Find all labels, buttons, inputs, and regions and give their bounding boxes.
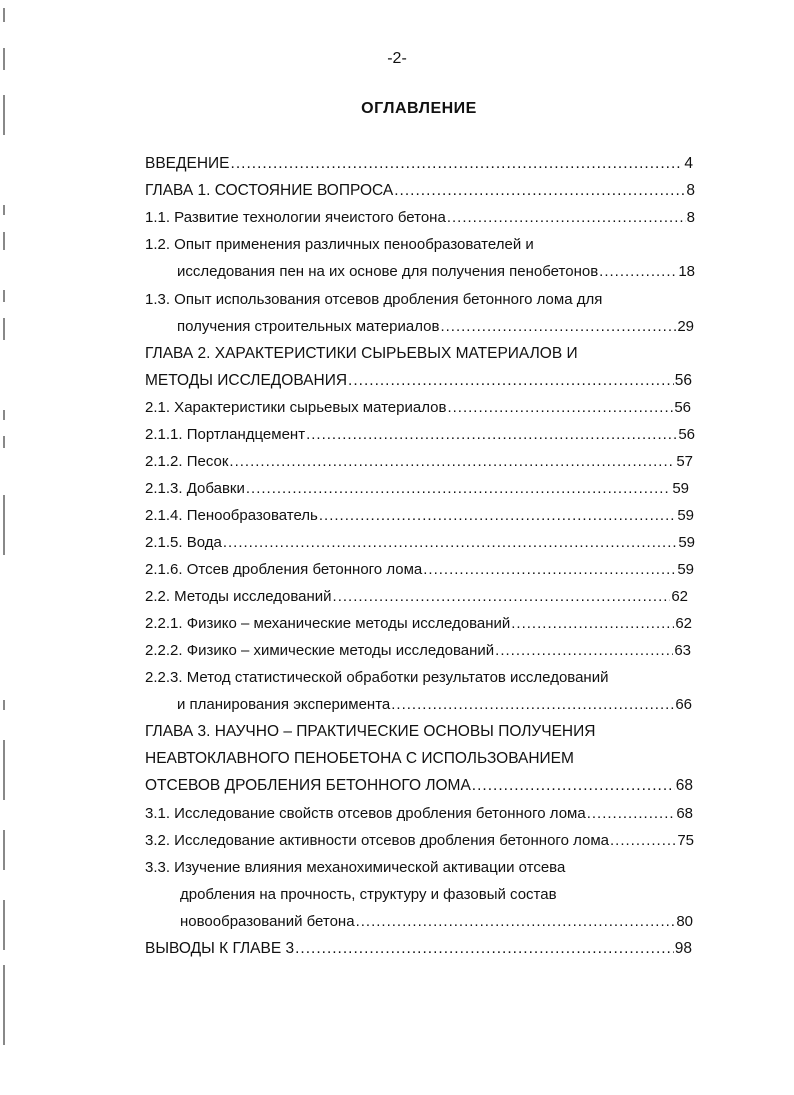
toc-entry-label: и планирования эксперимента xyxy=(177,696,391,713)
toc-entry-label: 2.1.1. Портландцемент xyxy=(145,426,306,443)
dot-leader xyxy=(223,533,678,553)
toc-entry[interactable] xyxy=(145,831,694,851)
toc-entry[interactable] xyxy=(145,154,693,174)
toc-entry-page: 57 xyxy=(676,453,693,470)
toc-entry-page: 8 xyxy=(686,182,695,199)
toc-entry[interactable] xyxy=(145,506,694,526)
toc-entry-label: ОТСЕВОВ ДРОБЛЕНИЯ БЕТОННОГО ЛОМА xyxy=(145,777,471,794)
dot-leader xyxy=(511,614,674,634)
toc-entry-label: дробления на прочность, структуру и фазовый состав xyxy=(180,886,557,903)
toc-entry-page: 29 xyxy=(677,318,694,335)
page-number: -2- xyxy=(387,50,407,67)
toc-entry-label: 2.1.5. Вода xyxy=(145,534,222,551)
toc-entry-label: 2.1.4. Пенообразователь xyxy=(145,507,318,524)
dot-leader xyxy=(610,831,676,851)
toc-entry-label: 3.2. Исследование активности отсевов дробления бетонного лома xyxy=(145,832,610,849)
toc-entry[interactable] xyxy=(145,641,691,661)
dot-leader xyxy=(356,912,676,932)
toc-entry-label: 2.1.2. Песок xyxy=(145,453,229,470)
toc-title: ОГЛАВЛЕНИЕ xyxy=(361,100,477,117)
dot-leader xyxy=(246,479,671,499)
toc-entry-page: 56 xyxy=(674,399,691,416)
toc-entry-page: 75 xyxy=(677,832,694,849)
toc-entry[interactable] xyxy=(177,262,695,282)
toc-entry-page: 62 xyxy=(671,588,688,605)
dot-leader xyxy=(587,804,676,824)
toc-entry-page: 59 xyxy=(677,561,694,578)
toc-entry-label: 2.1.6. Отсев дробления бетонного лома xyxy=(145,561,423,578)
toc-entry-page: 8 xyxy=(686,209,695,226)
dot-leader xyxy=(394,181,685,201)
toc-entry[interactable] xyxy=(177,317,694,337)
toc-entry[interactable] xyxy=(145,398,691,418)
toc-entry-page: 56 xyxy=(678,426,695,443)
toc-entry[interactable] xyxy=(145,533,695,553)
dot-leader xyxy=(391,695,674,715)
dot-leader xyxy=(319,506,676,526)
toc-entry-label: ВВЕДЕНИЕ xyxy=(145,155,230,172)
toc-entry-label: 3.3. Изучение влияния механохимической активации отсева xyxy=(145,859,566,876)
margin-scan-marks xyxy=(3,0,9,1095)
toc-entry-label: 2.2. Методы исследований xyxy=(145,588,332,605)
toc-entry[interactable] xyxy=(145,939,692,959)
toc-entry-page: 98 xyxy=(674,940,692,957)
dot-leader xyxy=(447,398,673,418)
dot-leader xyxy=(229,452,675,472)
toc-entry[interactable] xyxy=(145,587,688,607)
toc-entry[interactable] xyxy=(145,452,693,472)
dot-leader xyxy=(423,560,676,580)
toc-entry-page: 59 xyxy=(677,507,694,524)
toc-entry-label: 2.2.2. Физико – химические методы исследований xyxy=(145,642,495,659)
toc-entry[interactable] xyxy=(145,804,693,824)
dot-leader xyxy=(333,587,671,607)
toc-entry[interactable] xyxy=(145,560,694,580)
dot-leader xyxy=(231,154,684,174)
toc-entry-page: 4 xyxy=(684,155,693,172)
toc-entry-page: 18 xyxy=(678,263,695,280)
toc-entry[interactable] xyxy=(145,479,689,499)
toc-entry-label: получения строительных материалов xyxy=(177,318,440,335)
toc-entry[interactable] xyxy=(177,695,692,715)
toc-entry-page: 56 xyxy=(674,372,692,389)
toc-entry-label: 2.2.3. Метод статистической обработки результатов исследований xyxy=(145,669,609,686)
toc-entry-label: ГЛАВА 3. НАУЧНО – ПРАКТИЧЕСКИЕ ОСНОВЫ ПОЛУЧЕНИЯ xyxy=(145,723,596,740)
toc-entry-page: 59 xyxy=(672,480,689,497)
toc-entry-label: 1.2. Опыт применения различных пенообразователей и xyxy=(145,236,534,253)
toc-entry-page: 62 xyxy=(675,615,692,632)
toc-entry-label: ГЛАВА 2. ХАРАКТЕРИСТИКИ СЫРЬЕВЫХ МАТЕРИАЛОВ И xyxy=(145,345,578,362)
toc-entry[interactable] xyxy=(145,776,693,796)
toc-entry-label: НЕАВТОКЛАВНОГО ПЕНОБЕТОНА С ИСПОЛЬЗОВАНИЕМ xyxy=(145,750,574,767)
toc-entry-label: ВЫВОДЫ К ГЛАВЕ 3 xyxy=(145,940,295,957)
toc-entry-label: новообразований бетона xyxy=(180,913,355,930)
dot-leader xyxy=(348,371,674,391)
toc-entry-label: 2.2.1. Физико – механические методы исследований xyxy=(145,615,511,632)
toc-entry-label: ГЛАВА 1. СОСТОЯНИЕ ВОПРОСА xyxy=(145,182,394,199)
dot-leader xyxy=(599,262,677,282)
dot-leader xyxy=(440,317,676,337)
toc-entry[interactable] xyxy=(180,912,693,932)
toc-entry-label: МЕТОДЫ ИССЛЕДОВАНИЯ xyxy=(145,372,348,389)
toc-entry-label: 1.3. Опыт использования отсевов дробления бетонного лома для xyxy=(145,291,603,308)
toc-entry-page: 80 xyxy=(676,913,693,930)
toc-entry-page: 66 xyxy=(675,696,692,713)
toc-entry[interactable] xyxy=(145,181,695,201)
dot-leader xyxy=(472,776,675,796)
dot-leader xyxy=(306,425,677,445)
toc-entry-page: 68 xyxy=(675,777,693,794)
toc-entry[interactable] xyxy=(145,614,692,634)
dot-leader xyxy=(447,208,686,228)
toc-entry-label: 1.1. Развитие технологии ячеистого бетона xyxy=(145,209,446,226)
dot-leader xyxy=(295,939,674,959)
toc-entry-label: 2.1.3. Добавки xyxy=(145,480,245,497)
toc-entry-page: 63 xyxy=(674,642,691,659)
toc-entry[interactable] xyxy=(145,208,695,228)
toc-entry[interactable] xyxy=(145,371,692,391)
toc-entry-label: 3.1. Исследование свойств отсевов дробления бетонного лома xyxy=(145,805,586,822)
toc-entry[interactable] xyxy=(145,425,695,445)
toc-entry-label: 2.1. Характеристики сырьевых материалов xyxy=(145,399,447,416)
toc-entry-page: 68 xyxy=(676,805,693,822)
toc-entry-page: 59 xyxy=(678,534,695,551)
dot-leader xyxy=(495,641,673,661)
toc-entry-label: исследования пен на их основе для получения пенобетонов xyxy=(177,263,599,280)
